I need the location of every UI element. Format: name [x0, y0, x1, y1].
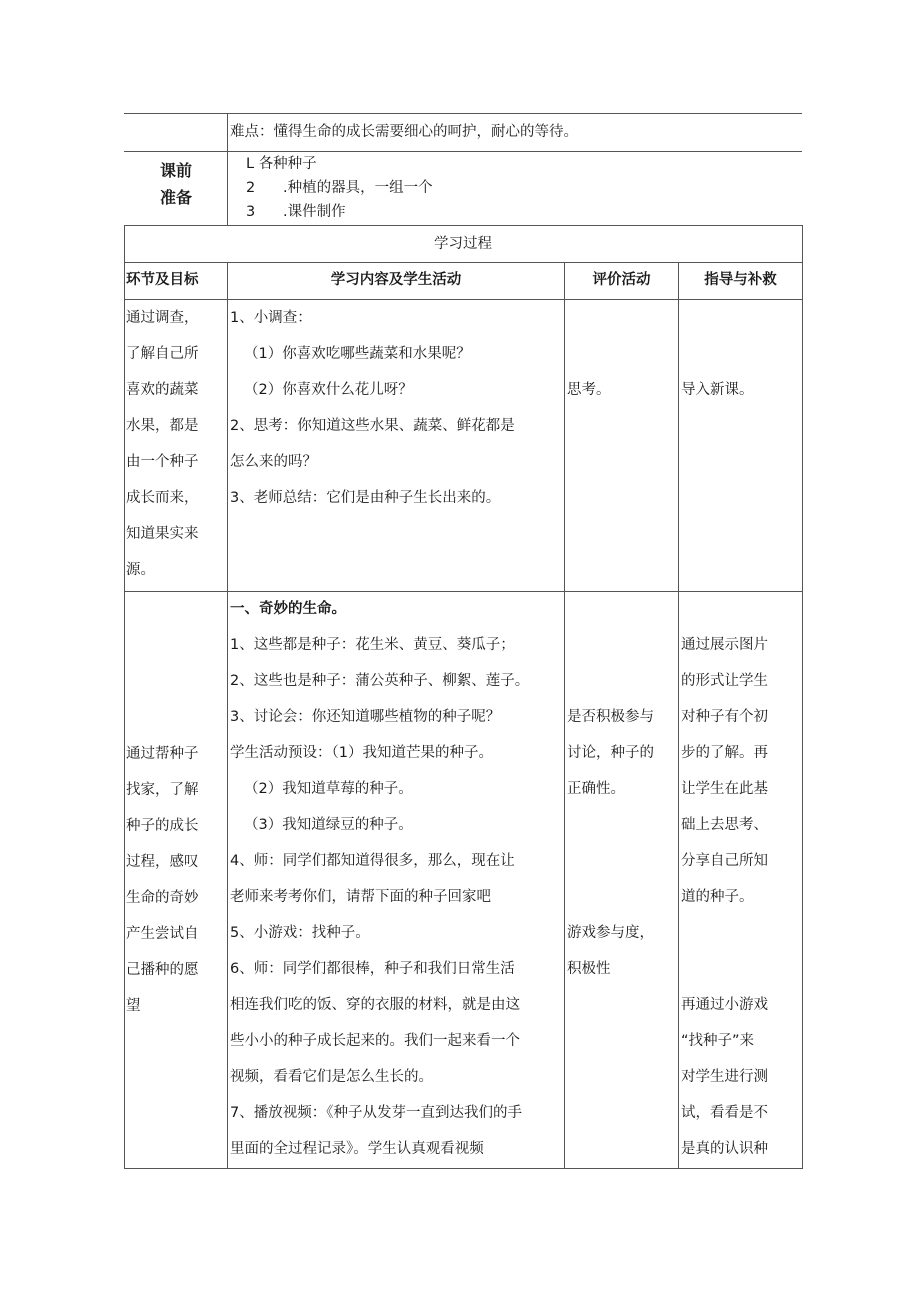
row2-eval-line: 是否积极参与 — [567, 709, 654, 725]
process-title: 学习过程 — [434, 236, 492, 252]
prep-item-3-num: 3 — [246, 204, 256, 220]
row2-goal-line: 产生尝试自 — [126, 926, 199, 942]
row2-goal-line: 己播种的愿 — [126, 962, 199, 978]
row2-goal-line: 过程，感叹 — [126, 854, 199, 870]
row2-guide-line: 的形式让学生 — [681, 673, 768, 689]
top-rule — [124, 113, 802, 114]
prep-label-1: 课前 — [160, 161, 193, 180]
row2-section-heading: 一、奇妙的生命。 — [230, 601, 346, 617]
header-bottom-rule — [124, 299, 802, 300]
row2-guide-line: 通过展示图片 — [681, 637, 768, 653]
col-divider-3 — [678, 262, 679, 1168]
row2-content-line: （3）我知道绿豆的种子。 — [244, 817, 413, 833]
header-content: 学习内容及学生活动 — [330, 272, 462, 288]
row2-guide-line: “找种子”来 — [681, 1033, 755, 1049]
row2-eval-line: 积极性 — [567, 961, 611, 977]
row2-eval-line: 正确性。 — [567, 781, 625, 797]
row2-content-line: 学生活动预设：（1）我知道芒果的种子。 — [230, 745, 493, 761]
header-top-rule — [124, 262, 802, 263]
row1-content-line: 1、小调查： — [230, 310, 312, 326]
row2-guide-line: 让学生在此基 — [681, 781, 768, 797]
row2-goal-line: 找家，了解 — [126, 782, 199, 798]
row2-content-line: 2、这些也是种子：蒲公英种子、柳絮、莲子。 — [230, 673, 530, 689]
row1-content-line: （2）你喜欢什么花儿呀？ — [244, 382, 413, 398]
col-divider-2 — [564, 262, 565, 1168]
row1-goal-line: 喜欢的蔬菜 — [126, 382, 199, 398]
row1-goal-line: 知道果实来 — [126, 526, 199, 542]
row1-goal-line: 了解自己所 — [126, 346, 199, 362]
prep-label-2: 准备 — [160, 188, 193, 207]
row2-guide-line: 试，看看是不 — [681, 1105, 768, 1121]
row2-guide-line: 步的了解。再 — [681, 745, 768, 761]
row1-eval: 思考。 — [567, 382, 611, 398]
row2-eval-line: 游戏参与度， — [567, 925, 654, 941]
prep-item-3-text: .课件制作 — [283, 204, 346, 220]
row2-guide-line: 是真的认识种 — [681, 1141, 768, 1157]
row2-content-line: 1、这些都是种子：花生米、黄豆、葵瓜子； — [230, 637, 515, 653]
row2-content-line: 7、播放视频：《种子从发芽一直到达我们的手 — [230, 1105, 522, 1121]
row2-guide-line: 分享自己所知 — [681, 853, 768, 869]
row2-goal-line: 通过帮种子 — [126, 746, 199, 762]
row1-guide: 导入新课。 — [681, 382, 754, 398]
row2-guide-line: 再通过小游戏 — [681, 997, 768, 1013]
row2-eval-line: 讨论，种子的 — [567, 745, 654, 761]
row1-goal-line: 通过调查， — [126, 310, 199, 326]
row2-goal-line: 望 — [126, 998, 141, 1014]
table-right-border — [802, 225, 803, 1169]
row1-bottom-rule — [124, 591, 802, 592]
row2-content-line: （2）我知道草莓的种子。 — [244, 781, 413, 797]
row1-goal-line: 源。 — [126, 562, 155, 578]
row2-guide-line: 对种子有个初 — [681, 709, 768, 725]
table-bottom-border — [124, 1168, 803, 1169]
col-divider-1 — [227, 262, 228, 1168]
row1-goal-line: 水果，都是 — [126, 418, 199, 434]
prep-item-1: L 各种种子 — [246, 156, 317, 172]
row2-content-line: 老师来考考你们，请帮下面的种子回家吧 — [230, 889, 491, 905]
row2-content-line: 相连我们吃的饭、穿的衣服的材料，就是由这 — [230, 997, 520, 1013]
prep-rule — [124, 151, 802, 152]
row1-content-line: 2、思考：你知道这些水果、蔬菜、鲜花都是 — [230, 418, 515, 434]
row1-content-line: 3、老师总结：它们是由种子生长出来的。 — [230, 490, 501, 506]
row2-content-line: 3、讨论会：你还知道哪些植物的种子呢？ — [230, 709, 501, 725]
row2-content-line: 些小小的种子成长起来的。我们一起来看一个 — [230, 1033, 520, 1049]
header-goal: 环节及目标 — [126, 272, 199, 288]
row1-content-line: 怎么来的吗？ — [230, 454, 317, 470]
header-eval: 评价活动 — [592, 272, 651, 288]
top-divider — [227, 113, 228, 225]
row2-guide-line: 道的种子。 — [681, 889, 754, 905]
table-left-border — [124, 225, 125, 1169]
row2-content-line: 6、师：同学们都很棒，种子和我们日常生活 — [230, 961, 515, 977]
prep-item-2-text: .种植的器具，一组一个 — [283, 180, 433, 196]
row2-content-line: 里面的全过程记录》。学生认真观看视频 — [230, 1141, 484, 1157]
row2-content-line: 4、师：同学们都知道得很多，那么，现在让 — [230, 853, 515, 869]
prep-item-2-num: 2 — [246, 180, 256, 196]
row1-content-line: （1）你喜欢吃哪些蔬菜和水果呢？ — [244, 346, 471, 362]
difficulty-text: 难点：懂得生命的成长需要细心的呵护，耐心的等待。 — [230, 124, 578, 140]
row2-guide-line: 对学生进行测 — [681, 1069, 768, 1085]
row1-goal-line: 由一个种子 — [126, 454, 199, 470]
row2-content-line: 5、小游戏：找种子。 — [230, 925, 370, 941]
row2-guide-line: 础上去思考、 — [681, 817, 768, 833]
row2-goal-line: 种子的成长 — [126, 818, 199, 834]
row2-content-line: 视频，看看它们是怎么生长的。 — [230, 1069, 433, 1085]
table-top-border — [124, 225, 802, 226]
header-guide: 指导与补救 — [704, 272, 777, 288]
row2-goal-line: 生命的奇妙 — [126, 890, 199, 906]
row1-goal-line: 成长而来， — [126, 490, 199, 506]
